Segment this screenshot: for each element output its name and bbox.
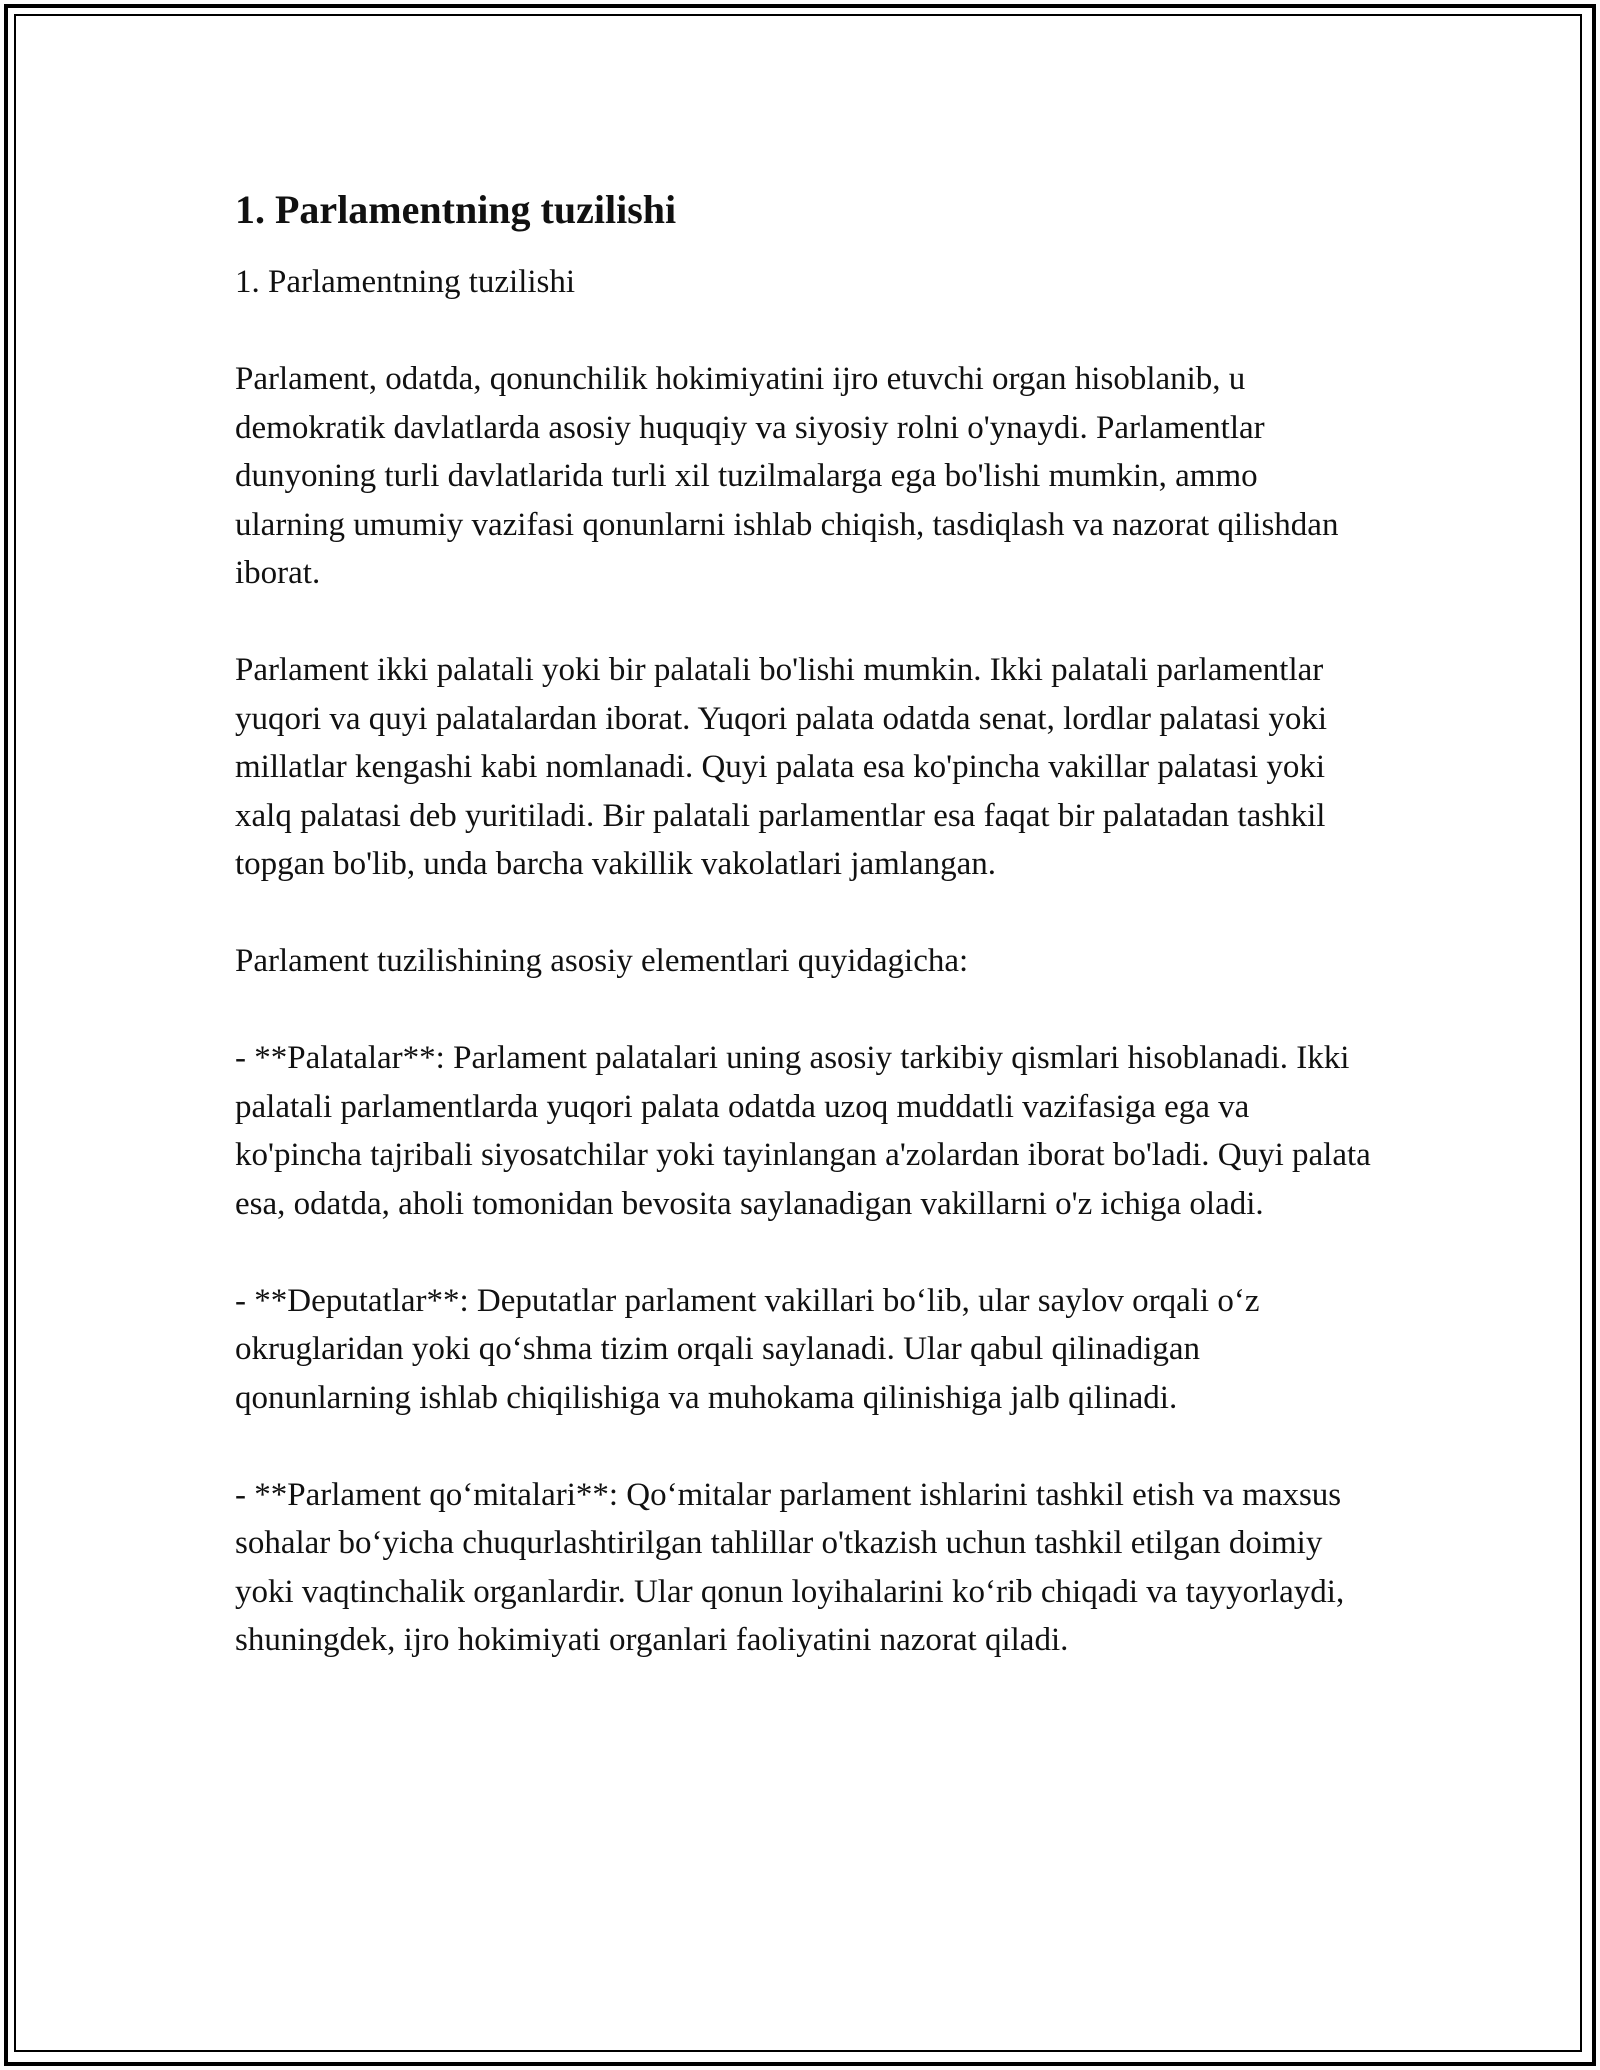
list-item-qomitalar: - **Parlament qo‘mitalari**: Qo‘mitalar parlament ishlarini tashkil etish va maxsus sohalar bo‘yicha chuqurlashtirilgan tahlillar o'tkazish uchun tashkil etilgan doimiy yoki vaqtinchalik organlardir. Ular qonun loyihalarini ko‘rib chiqadi va tayyorlaydi, shuningdek, ijro hokimiyati organlari faoliyatini nazorat qiladi. <box>235 1476 1345 1658</box>
paragraph-chambers: Parlament ikki palatali yoki bir palatali bo'lishi mumkin. Ikki palatali parlamentlar yuqori va quyi palatalardan iborat. Yuqori palata odatda senat, lordlar palatasi yoki millatlar kengashi kabi nomlanadi. Quyi palata esa ko'pincha vakillar palatasi yoki xalq palatasi deb yuritiladi. Bir palatali parlamentlar esa faqat bir palatadan tashkil topgan bo'lib, unda barcha vakillik vakolatlari jamlangan. <box>235 652 1327 882</box>
section-subtitle: 1. Parlamentning tuzilishi <box>235 264 576 300</box>
page-title: 1. Parlamentning tuzilishi <box>235 187 677 232</box>
paragraph-intro: Parlament, odatda, qonunchilik hokimiyatini ijro etuvchi organ hisoblanib, u demokratik davlatlarda asosiy huquqiy va siyosiy rolni o'ynaydi. Parlamentlar dunyoning turli davlatlarida turli xil tuzilmalarga ega bo'lishi mumkin, ammo ularning umumiy vazifasi qonunlarni ishlab chiqish, tasdiqlash va nazorat qilishdan iborat. <box>235 361 1339 591</box>
list-item-palatalar: - **Palatalar**: Parlament palatalari uning asosiy tarkibiy qismlari hisoblanadi. Ikki palatali parlamentlarda yuqori palata odatda uzoq muddatli vazifasiga ega va ko'pincha tajribali siyosatchilar yoki tayinlangan a'zolardan iborat bo'ladi. Quyi palata esa, odatda, aholi tomonidan bevosita saylanadigan vakillarni o'z ichiga oladi. <box>235 1040 1371 1222</box>
document-body <box>235 186 1375 1713</box>
paragraph-elements-intro: Parlament tuzilishining asosiy elementlari quyidagicha: <box>235 943 969 979</box>
list-item-deputatlar: - **Deputatlar**: Deputatlar parlament vakillari bo‘lib, ular saylov orqali o‘z okruglaridan yoki qo‘shma tizim orqali saylanadi. Ular qabul qilinadigan qonunlarning ishlab chiqilishiga va muhokama qilinishiga jalb qilinadi. <box>235 1282 1260 1416</box>
